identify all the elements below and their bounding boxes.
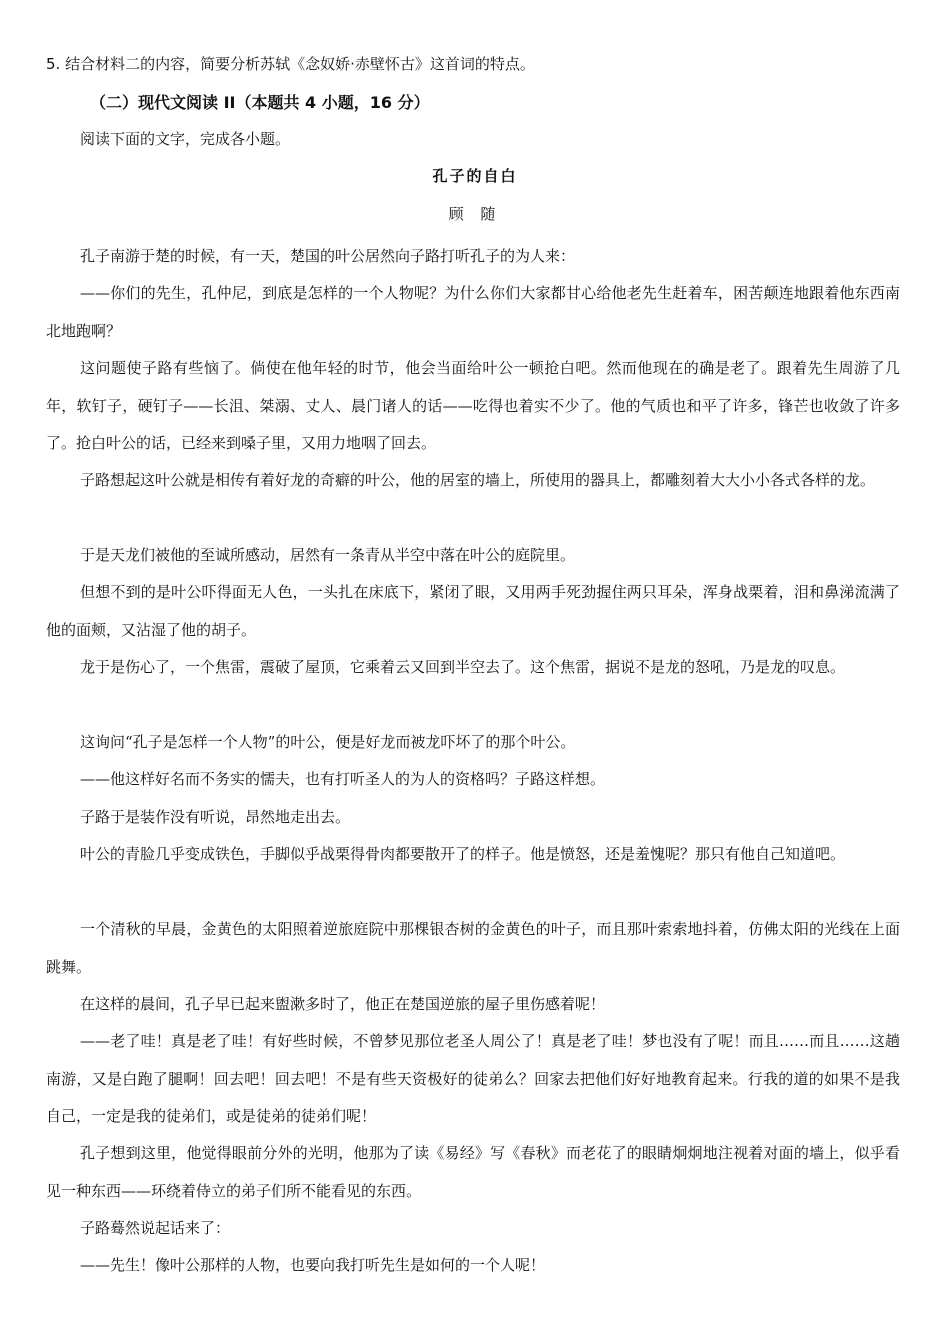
article-paragraph: 一个清秋的早晨，金黄色的太阳照着逆旅庭院中那棵银杏树的金黄色的叶子，而且那叶索索地抖着，仿佛太阳的光线在上面跳舞。 <box>46 920 900 976</box>
article-paragraph: 龙于是伤心了，一个焦雷，震破了屋顶，它乘着云又回到半空去了。这个焦雷，据说不是龙的怒吼，乃是龙的叹息。 <box>80 658 846 676</box>
article-paragraph: ——先生！像叶公那样的人物，也要向我打听先生是如何的一个人呢！ <box>80 1256 546 1274</box>
article-paragraph: 孔子想到这里，他觉得眼前分外的光明，他那为了读《易经》写《春秋》而老花了的眼睛炯炯地注视着对面的墙上，似乎看见一种东西——环绕着侍立的弟子们所不能看见的东西。 <box>46 1144 900 1200</box>
section-heading: （二）现代文阅读 II（本题共 4 小题，16 分） <box>90 93 430 112</box>
article-paragraph: 但想不到的是叶公吓得面无人色，一头扎在床底下，紧闭了眼，又用两手死劲握住两只耳朵，浑身战栗着，泪和鼻涕流满了他的面颊，又沾湿了他的胡子。 <box>46 583 900 639</box>
article-paragraph: 于是天龙们被他的至诚所感动，居然有一条青从半空中落在叶公的庭院里。 <box>80 546 576 564</box>
article-paragraph: ——他这样好名而不务实的懦夫，也有打听圣人的为人的资格吗？子路这样想。 <box>80 770 606 788</box>
article-paragraph: 孔子南游于楚的时候，有一天，楚国的叶公居然向子路打听孔子的为人来： <box>80 247 576 265</box>
article-paragraph: 在这样的晨间，孔子早已起来盥漱多时了，他正在楚国逆旅的屋子里伤感着呢！ <box>80 995 606 1013</box>
article-author: 顾 随 <box>448 205 502 223</box>
article-paragraph: 这询问“孔子是怎样一个人物”的叶公，便是好龙而被龙吓坏了的那个叶公。 <box>80 733 576 751</box>
question-5: 5. 结合材料二的内容，简要分析苏轼《念奴娇·赤壁怀古》这首词的特点。 <box>46 55 535 73</box>
article-paragraph: 子路于是装作没有听说，昂然地走出去。 <box>80 808 351 826</box>
reading-instruction: 阅读下面的文字，完成各小题。 <box>80 130 291 148</box>
article-paragraph: ——老了哇！真是老了哇！有好些时候，不曾梦见那位老圣人周公了！真是老了哇！梦也没有了呢！而且……而且……这趟南游，又是白跑了腿啊！回去吧！回去吧！不是有些天资极好的徒弟么？回家去把他们好好地教育起来。行我的道的如果不是我自己，一定是我的徒弟们，或是徒弟的徒弟们呢！ <box>46 1032 900 1125</box>
article-paragraph: 子路想起这叶公就是相传有着好龙的奇癖的叶公，他的居室的墙上，所使用的器具上，都雕刻着大大小小各式各样的龙。 <box>80 471 876 489</box>
article-title: 孔子的自白 <box>432 167 518 185</box>
article-paragraph: ——你们的先生，孔仲尼，到底是怎样的一个人物呢？为什么你们大家都甘心给他老先生赶着车，困苦颠连地跟着他东西南北地跑啊？ <box>46 284 900 340</box>
article-paragraph: 这问题使子路有些恼了。倘使在他年轻的时节，他会当面给叶公一顿抢白吧。然而他现在的确是老了。跟着先生周游了几年，软钉子，硬钉子——长沮、桀溺、丈人、晨门诸人的话——吃得也着实不少了。他的气质也和平了许多，锋芒也收敛了许多了。抢白叶公的话，已经来到嗓子里，又用力地咽了回去。 <box>46 359 900 452</box>
article-paragraph: 子路蓦然说起话来了： <box>80 1219 231 1237</box>
article-paragraph: 叶公的青脸几乎变成铁色，手脚似乎战栗得骨肉都要散开了的样子。他是愤怒，还是羞愧呢？那只有他自己知道吧。 <box>80 845 846 863</box>
